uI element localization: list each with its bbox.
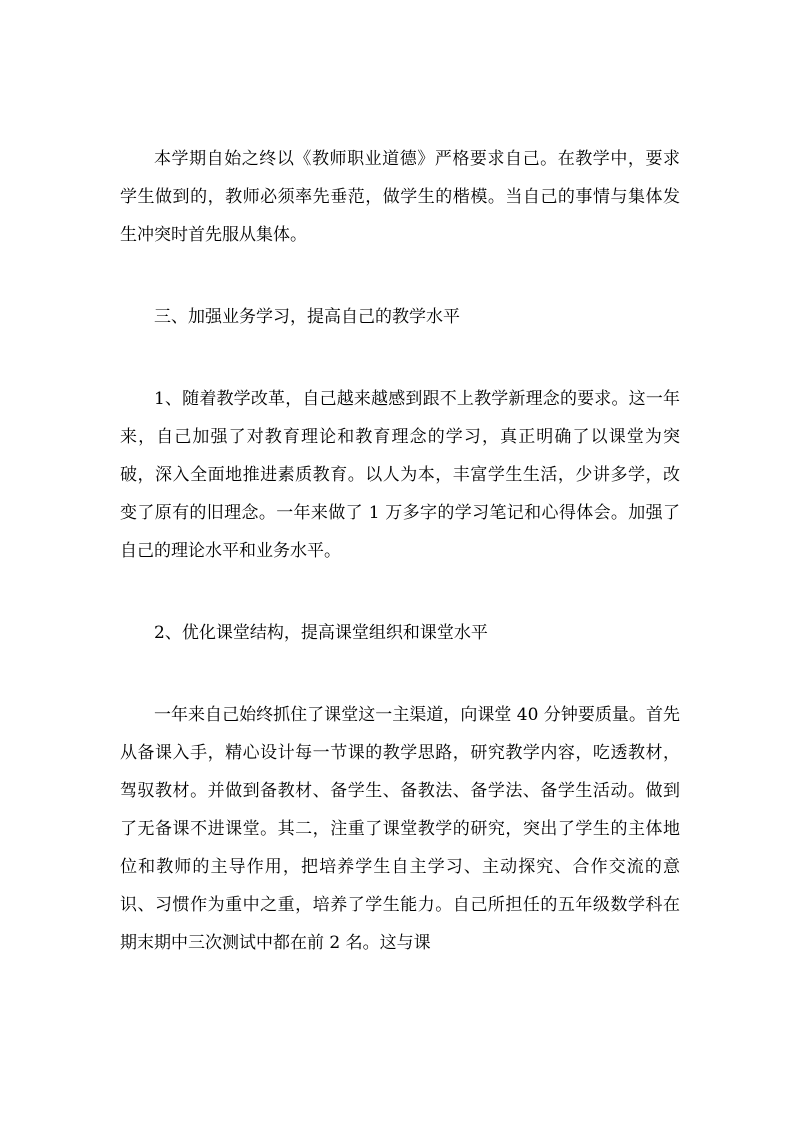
paragraph-gap: [120, 336, 680, 380]
paragraph-1: 本学期自始之终以《教师职业道德》严格要求自己。在教学中，要求学生做到的，教师必须率先垂范，做学生的楷模。当自己的事情与集体发生冲突时首先服从集体。: [120, 149, 680, 245]
paragraph-gap: [120, 570, 680, 614]
paragraph-3: 一年来自己始终抓住了课堂这一主渠道，向课堂 40 分钟要质量。首先从备课入手，精心设计每一节课的教学思路，研究教学内容，吃透教材，驾驭教材。并做到备教材、备学生、备教法、备学法、备学生活动。做到了无备课不进课堂。其二，注重了课堂教学的研究，突出了学生的主体地位和教师的主导作用，把培养学生自主学习、主动探究、合作交流的意识、习惯作为重中之重，培养了学生能力。自己所担任的五年级数学科在期末期中三次测试中都在前 2 名。这与课: [120, 705, 680, 953]
subsection-heading-2: 2、优化课堂结构，提高课堂组织和课堂水平: [154, 623, 488, 643]
paragraph-gap: [120, 652, 680, 696]
paragraph-gap: [120, 254, 680, 298]
paragraph-2: 1、随着教学改革，自己越来越感到跟不上教学新理念的要求。这一年来，自己加强了对教育理论和教育理念的学习，真正明确了以课堂为突破，深入全面地推进素质教育。以人为本，丰富学生生活，少讲多学，改变了原有的旧理念。一年来做了 1 万多字的学习笔记和心得体会。加强了自己的理论水平和业务水平。: [120, 389, 680, 561]
section-heading-3: 三、加强业务学习，提高自己的教学水平: [154, 307, 460, 327]
document-body: [120, 140, 680, 962]
